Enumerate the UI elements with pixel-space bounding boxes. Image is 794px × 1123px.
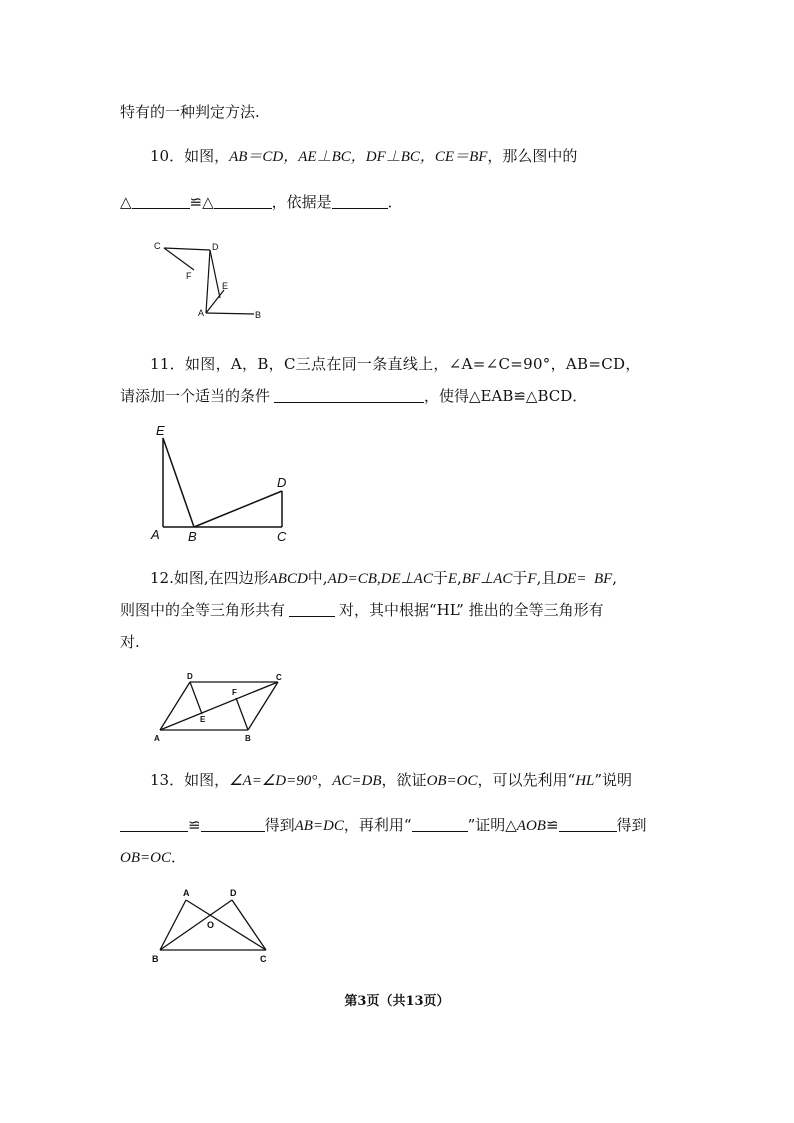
- q10-label-f: F: [186, 271, 192, 281]
- intro-text: [120, 102, 260, 122]
- q13-hl: HL: [575, 773, 595, 789]
- q12-blank-1[interactable]: [289, 616, 335, 617]
- q11-line2: [120, 386, 587, 406]
- q12-cond3: DE= BF: [556, 571, 613, 587]
- q11-result: ，使得△EAB≌△BCD．: [424, 387, 588, 405]
- q13-t8: ”证明△: [467, 816, 517, 834]
- q10-line1: [150, 146, 577, 167]
- q13-angles: ∠A=∠D=90°: [229, 773, 318, 789]
- q13-figure: [148, 884, 278, 969]
- q11-label-e: E: [156, 423, 165, 438]
- q12-t6: 则图中的全等三角形共有: [120, 601, 286, 619]
- q10-end: ．: [387, 193, 403, 211]
- q10-figure: [150, 238, 270, 323]
- q13-cong1: ≌: [188, 816, 201, 834]
- q13-line2: [120, 815, 647, 836]
- q13-blank-2[interactable]: [201, 831, 265, 832]
- q13-line3: [120, 847, 186, 868]
- q12-cond2: BF⊥AC: [461, 571, 513, 587]
- q11-figure: [148, 420, 298, 548]
- q10-label-e: E: [222, 281, 229, 291]
- q13-blank-1[interactable]: [120, 831, 188, 832]
- q10-reason-label: ，依据是: [271, 193, 332, 211]
- page-number: 第3页（共13页）: [344, 994, 450, 1009]
- q12-label-c: C: [276, 673, 282, 682]
- q13-label-c: C: [260, 954, 267, 964]
- page-footer: [0, 990, 794, 1009]
- q12-line3: [120, 632, 140, 652]
- q13-acdb: AC=DB: [332, 773, 382, 789]
- q10-label-d: D: [212, 242, 219, 252]
- q10-prefix: 10．如图，: [150, 147, 230, 165]
- q11-prompt: 请添加一个适当的条件: [120, 387, 271, 405]
- q13-label-o: O: [207, 920, 215, 930]
- q10-conditions: AB＝CD，AE⊥BC，DF⊥BC，CE＝BF: [229, 149, 488, 165]
- q12-t3: 于: [432, 569, 448, 587]
- q10-tri1: △: [120, 193, 132, 211]
- q12-line2: [120, 600, 604, 620]
- q12-label-b: B: [245, 734, 251, 743]
- q12-comma1: ,: [457, 569, 462, 587]
- q13-t2: ，: [317, 771, 333, 789]
- q13-abdc: AB=DC: [294, 818, 344, 834]
- q12-t2: 中,: [307, 569, 328, 587]
- q13-aob: AOB: [516, 818, 546, 834]
- q13-t5: ”说明: [594, 771, 633, 789]
- q13-blank-4[interactable]: [559, 831, 617, 832]
- q12-label-d: D: [187, 672, 193, 681]
- q12-label-a: A: [154, 734, 160, 743]
- q13-t6: 得到: [264, 816, 295, 834]
- q13-cong2: ≌: [545, 816, 559, 834]
- q12-t8: 对.: [120, 633, 140, 651]
- q13-label-a: A: [183, 888, 190, 898]
- q12-label-f: F: [232, 688, 237, 697]
- q11-line1: [150, 354, 641, 374]
- q12-t7: 对，其中根据“HL” 推出的全等三角形有: [339, 601, 604, 619]
- q12-label-e: E: [200, 715, 206, 724]
- intro-tail: 特有的一种判定方法.: [120, 103, 260, 121]
- q13-oboc: OB=OC: [426, 773, 478, 789]
- q12-t4: 于: [512, 569, 528, 587]
- q12-f: F: [527, 571, 537, 587]
- q11-label-a: A: [151, 527, 160, 542]
- q13-t3: ，欲证: [381, 771, 427, 789]
- q10-blank-3[interactable]: [332, 208, 388, 209]
- q10-cong: ≌△: [189, 193, 214, 211]
- q11-line1-text: 11．如图，A，B，C三点在同一条直线上，∠A=∠C=90°，AB=CD，: [150, 355, 641, 373]
- q12-figure: [150, 670, 290, 748]
- q13-label-d: D: [230, 888, 237, 898]
- q12-abcd: ABCD: [268, 571, 308, 587]
- q11-blank[interactable]: [274, 402, 424, 403]
- q13-t9: 得到: [616, 816, 647, 834]
- q12-line1: [150, 568, 617, 589]
- q10-label-c: C: [154, 241, 161, 251]
- q10-suffix: ，那么图中的: [487, 147, 578, 165]
- q12-t1: 12.如图,在四边形: [150, 569, 269, 587]
- q11-label-b: B: [188, 529, 197, 544]
- q13-end: ．: [170, 848, 186, 866]
- q13-conclusion: OB=OC: [120, 850, 171, 866]
- q12-cond1: AD=CB,DE⊥AC: [327, 571, 433, 587]
- q10-blank-2[interactable]: [214, 208, 272, 209]
- q12-t5: ,且: [536, 569, 557, 587]
- q10-label-b: B: [255, 310, 262, 320]
- q13-label-b: B: [152, 954, 159, 964]
- q10-line2: [120, 192, 403, 212]
- q10-label-a: A: [198, 308, 205, 318]
- q11-label-c: C: [277, 529, 287, 544]
- q12-comma2: ,: [612, 569, 618, 587]
- q13-t7: ，再利用“: [343, 816, 412, 834]
- q13-line1: [150, 770, 632, 791]
- q13-t4: ，可以先利用“: [477, 771, 576, 789]
- q13-blank-3[interactable]: [412, 831, 468, 832]
- q10-blank-1[interactable]: [132, 208, 190, 209]
- q12-e: E: [447, 571, 458, 587]
- q13-t1: 13．如图，: [150, 771, 230, 789]
- q11-label-d: D: [277, 475, 287, 490]
